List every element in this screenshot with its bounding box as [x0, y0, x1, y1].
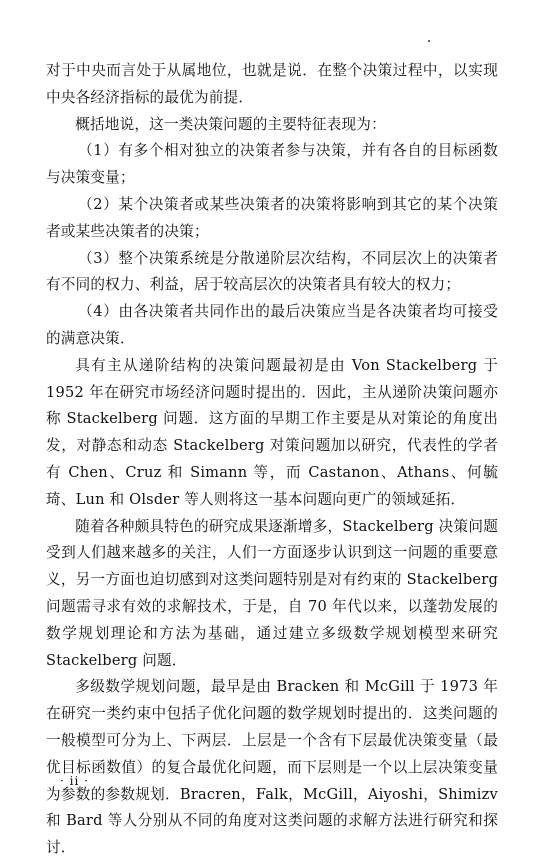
- scan-speck: [428, 40, 430, 42]
- paragraph-multilevel: 多级数学规划问题，最早是由 Bracken 和 McGill 于 1973 年在研究一类约束中包括子优化问题的数学规划时提出的．这类问题的一般模型可分为上、下两层．上层是一个含有下层最优决策变量（最优目标函数值）的复合最优化问题，而下层则是一个以上层决策变量为参数的参数规划．Bracren，Falk，McGill，Aiyoshi，Shimizv 和 Bard 等人分别从不同的角度对这类问题的求解方法进行研究和探讨．: [46, 678, 498, 857]
- paragraph-development: 随着各种颇具特色的研究成果逐渐增多，Stackelberg 决策问题受到人们越来越多的关注，人们一方面逐步认识到这一问题的重要意义，另一方面也迫切感到对这类问题特别是对有约束的 Stackelberg 问题需寻求有效的求解技术，于是，自 70 年代以来，以蓬勃发展的数学规划理论和方法为基础，通过建立多级数学规划模型来研究 Stackelberg 问题．: [46, 517, 498, 669]
- paragraph-history: 具有主从递阶结构的决策问题最初是由 Von Stackelberg 于 1952 年在研究市场经济问题时提出的．因此，主从递阶决策问题亦称 Stackelberg 问题．这方面的早期工作主要是从对策论的角度出发，对静态和动态 Stackelberg 对策问题加以研究，代表性的学者有 Chen、Cruz 和 Simann 等，而 Castanon、Athans、何毓琦、Lun 和 Olsder 等人则将这一基本问题向更广的领域延拓．: [46, 356, 498, 508]
- feature-item-3: （3）整个决策系统是分散递阶层次结构，不同层次上的决策者有不同的权力、利益，居于较高层次的决策者具有较大的权力；: [46, 249, 498, 294]
- feature-item-1: （1）有多个相对独立的决策者参与决策，并有各自的目标函数与决策变量；: [46, 142, 498, 187]
- feature-item-2: （2）某个决策者或某些决策者的决策将影响到其它的某个决策者或某些决策者的决策；: [46, 195, 498, 240]
- paragraph-continuation: 对于中央而言处于从属地位，也就是说．在整个决策过程中，以实现中央各经济指标的最优为前提．: [46, 62, 498, 106]
- page-number: · ii ·: [60, 774, 89, 788]
- feature-item-4: （4）由各决策者共同作出的最后决策应当是各决策者均可接受的满意决策．: [46, 303, 498, 347]
- paragraph-summary-intro: 概括地说，这一类决策问题的主要特征表现为：: [75, 115, 386, 133]
- page-body: [46, 58, 498, 862]
